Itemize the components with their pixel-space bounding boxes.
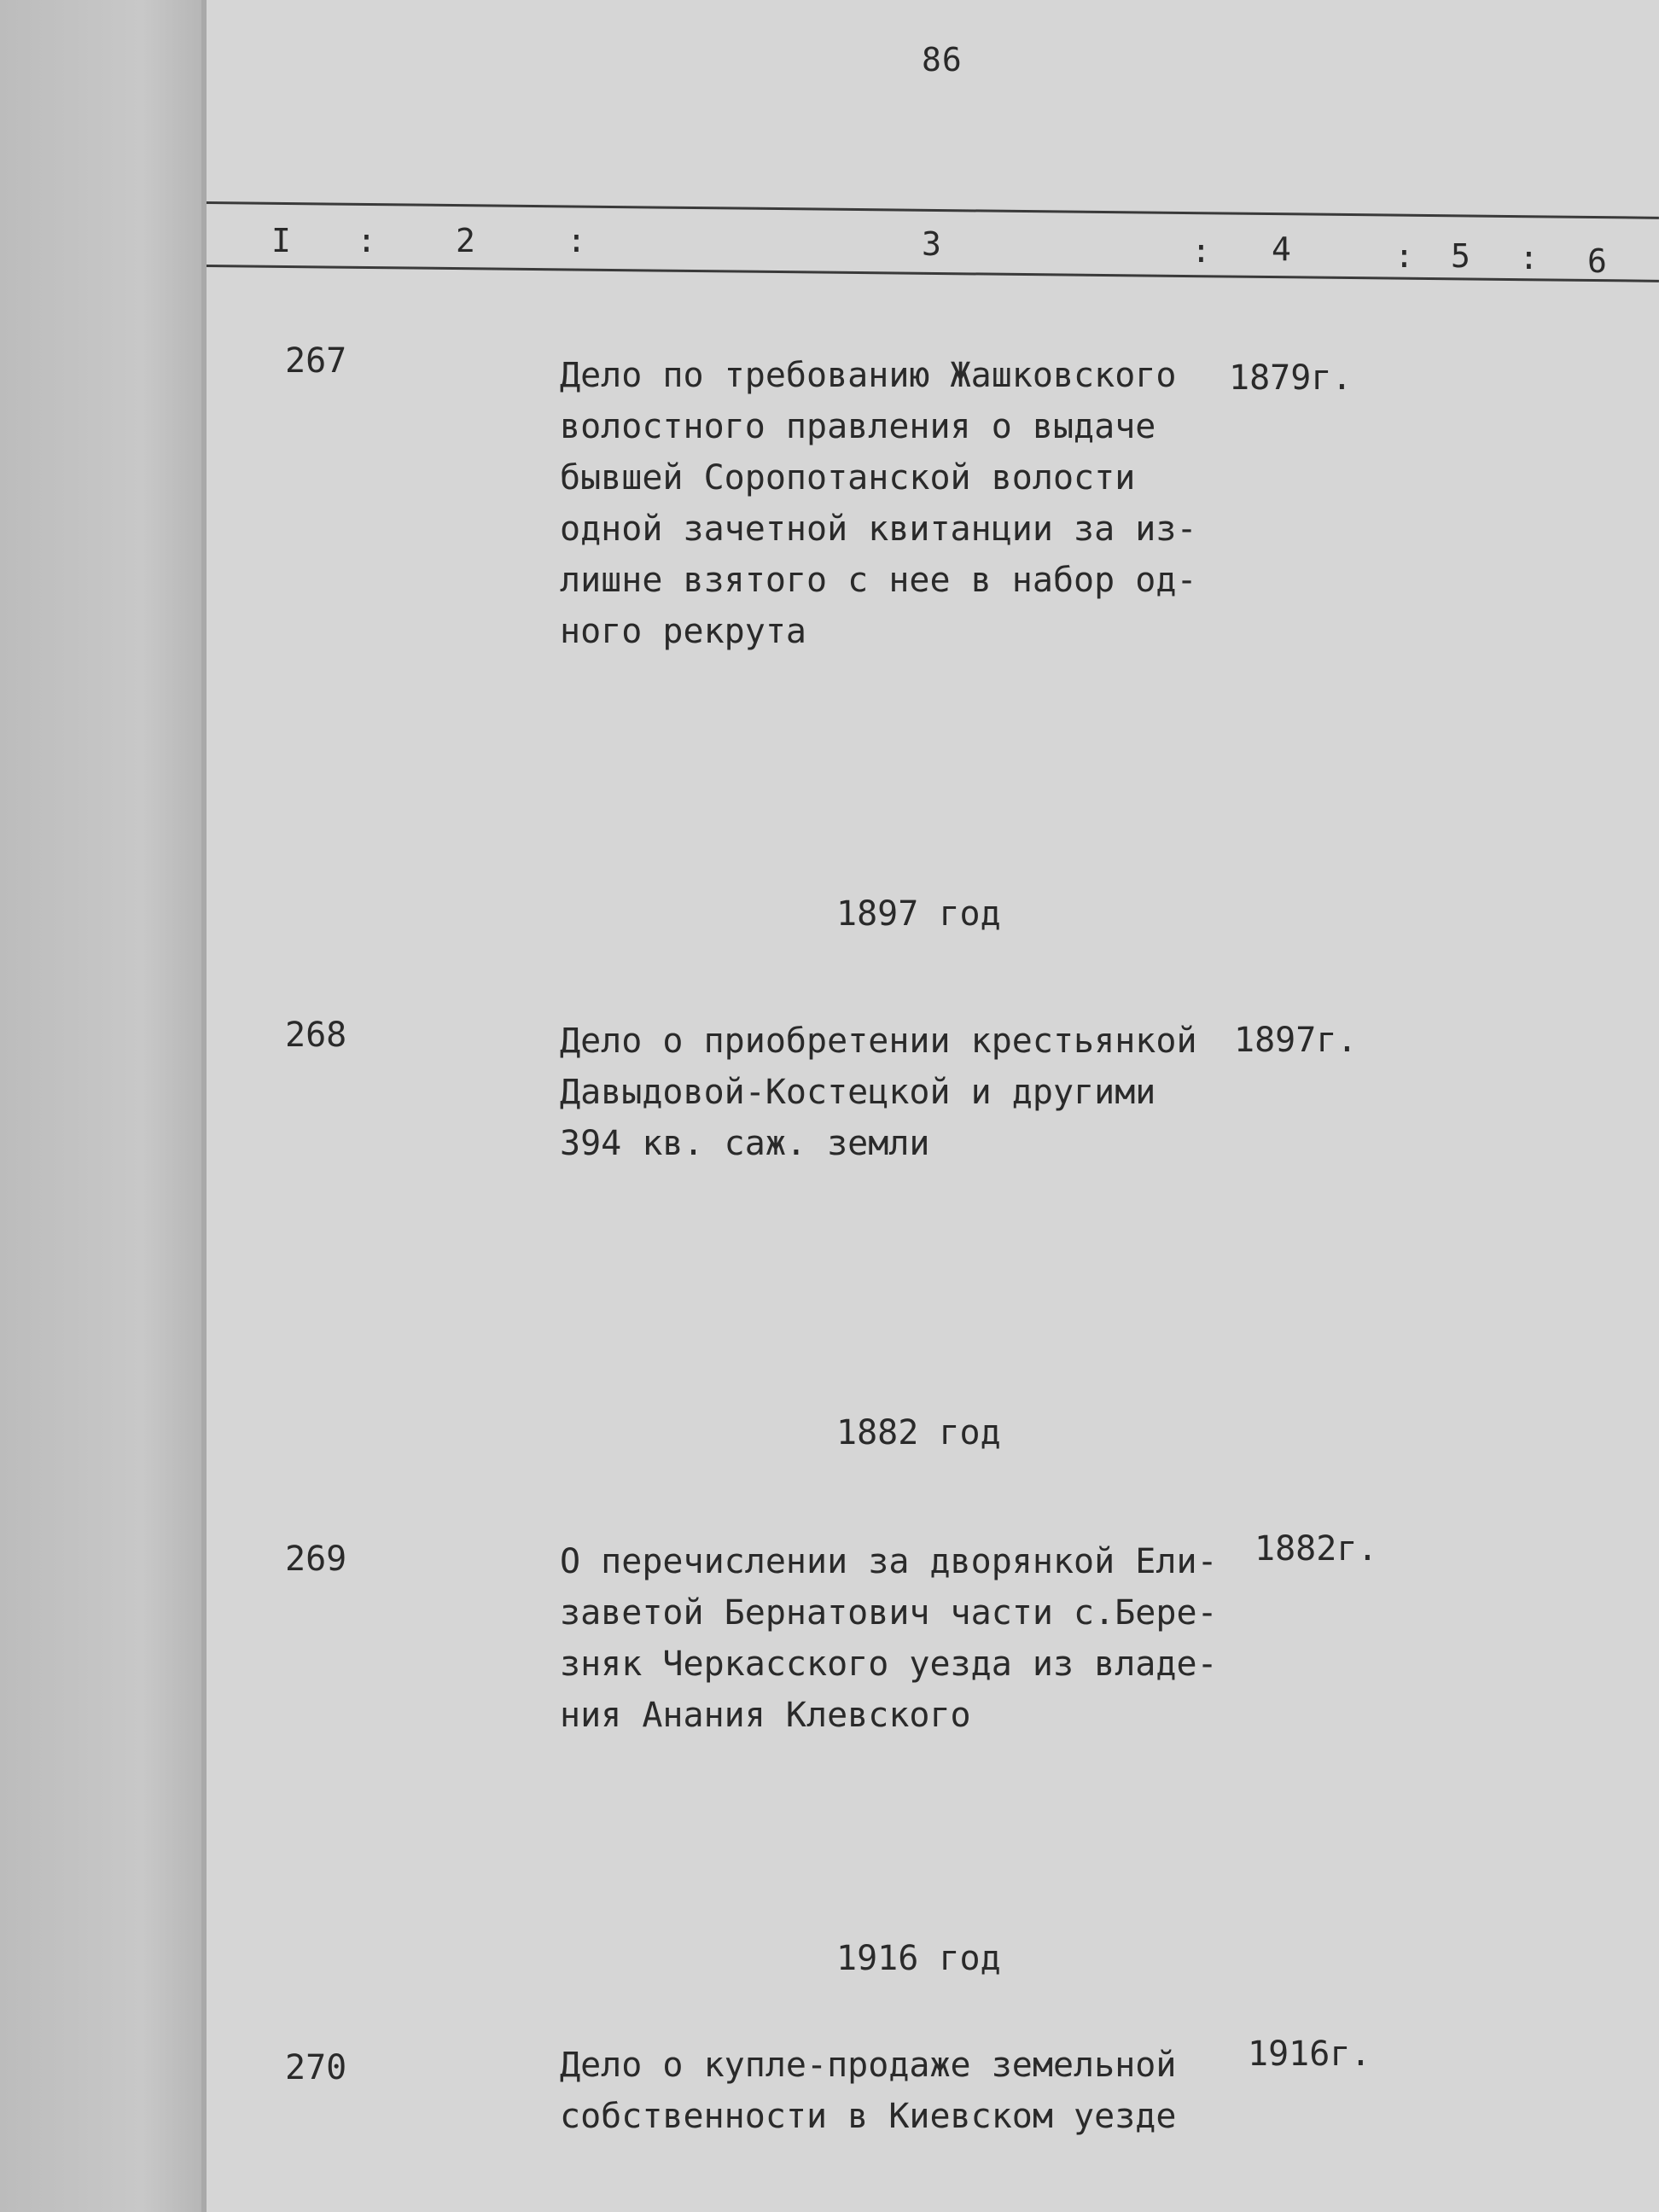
entry-description: Дело о купле-продаже земельной собственности в Киевском уезде bbox=[560, 2046, 1177, 2136]
entry-description: О перечислении за дворянкой Ели- заветой Бернатович части с.Бере- зняк Черкасского уезда из владе- ния Анания Клевского bbox=[560, 1542, 1218, 1735]
column-separator: : bbox=[1519, 239, 1539, 276]
entry-number: 268 bbox=[285, 1016, 347, 1055]
column-header-5: 5 bbox=[1451, 237, 1470, 275]
column-separator: : bbox=[357, 222, 376, 259]
column-header-6: 6 bbox=[1587, 242, 1607, 280]
year-heading: 1897 год bbox=[836, 894, 1001, 934]
entry-description: Дело по требованию Жашковского волостного правления о выдаче бывшей Соропотанской волости одной зачетной квитанции за из- лишне взятого с нее в набор од- ного рекрута bbox=[560, 356, 1197, 651]
entry-date: 1897г. bbox=[1234, 1021, 1358, 1060]
entry-date: 1879г. bbox=[1229, 358, 1353, 398]
entry-date: 1882г. bbox=[1254, 1529, 1378, 1569]
year-heading: 1882 год bbox=[836, 1413, 1001, 1452]
entry-description: Дело о приобретении крестьянкой Давыдовой-Костецкой и другими 394 кв. саж. земли bbox=[560, 1022, 1197, 1163]
column-header-1: I bbox=[271, 222, 291, 259]
entry-number: 267 bbox=[285, 341, 347, 381]
book-binding bbox=[0, 0, 203, 2212]
column-separator: : bbox=[1191, 232, 1211, 270]
year-heading: 1916 год bbox=[836, 1939, 1001, 1978]
column-header-3: 3 bbox=[922, 225, 941, 263]
entry-number: 269 bbox=[285, 1540, 347, 1579]
entry-number: 270 bbox=[285, 2048, 347, 2087]
page-number: 86 bbox=[922, 41, 963, 79]
column-separator: : bbox=[1394, 237, 1414, 275]
column-separator: : bbox=[567, 222, 586, 259]
entry-date: 1916г. bbox=[1248, 2034, 1371, 2074]
column-header-2: 2 bbox=[456, 222, 475, 259]
column-header-4: 4 bbox=[1272, 230, 1291, 268]
